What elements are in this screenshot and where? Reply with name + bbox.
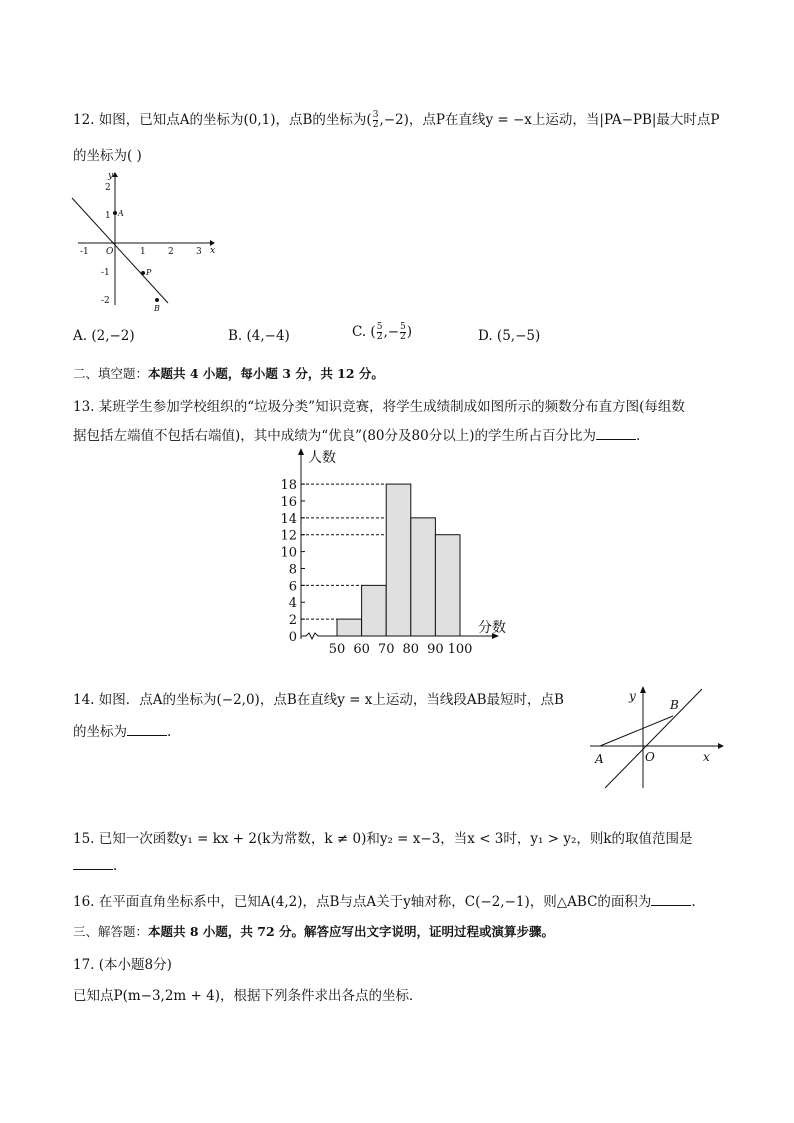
- section3-heading: [73, 922, 554, 940]
- q12-line2: 的坐标为( ): [73, 148, 142, 164]
- q12-option-c[interactable]: [352, 323, 412, 342]
- denominator: 2: [372, 120, 379, 130]
- y-label: y: [108, 171, 114, 181]
- x-tick-label: 100: [447, 642, 473, 657]
- x-tick-label: 80: [402, 642, 420, 657]
- bar-60-70: [362, 585, 387, 636]
- origin-label: O: [645, 750, 655, 764]
- b-label: B: [154, 304, 160, 313]
- answer-blank[interactable]: [127, 735, 167, 736]
- q13-line1: 13. 某班学生参加学校组织的“垃圾分类”知识竞赛，将学生成绩制成如图所示的频数分布直方图(每组数: [73, 399, 685, 415]
- q13-line2: [73, 424, 640, 444]
- q16-text: 16. 在平面直角坐标系中，已知A(4,2)，点B与点A关于y轴对称，C(−2,−1)，则△ABC的面积为: [73, 894, 652, 910]
- y-tick-label: 16: [280, 494, 297, 510]
- q13-text: 据包括左端值不包括右端值)，其中成绩为“优良”(80分及80分以上)的学生所占百分比为: [73, 428, 596, 444]
- y-tick-label: 14: [280, 511, 297, 527]
- point-a: [113, 211, 117, 215]
- answer-blank[interactable]: [596, 439, 636, 440]
- q15-line2: [73, 858, 117, 874]
- section-desc: 本题共 8 小题，共 72 分。解答应写出文字说明，证明过程或演算步骤。: [148, 924, 555, 939]
- x-tick: -1: [80, 247, 89, 257]
- y-tick-label: 12: [280, 528, 297, 544]
- q12-figure: [60, 165, 220, 315]
- bar-80-90: [411, 518, 436, 636]
- point-p: [141, 271, 145, 275]
- period: .: [113, 858, 118, 874]
- y-tick-label: 6: [288, 579, 297, 595]
- y-tick-label: 8: [288, 562, 297, 578]
- y-tick-label: 4: [288, 596, 297, 612]
- a-label: A: [118, 209, 124, 218]
- q14-figure: [585, 683, 725, 793]
- q12-text-b: ,−2)，点P在直线y = −x上运动，当|PA−PB|最大时点P: [379, 112, 720, 128]
- y-tick-label: 2: [288, 613, 297, 629]
- y-arrow-icon: [298, 448, 304, 455]
- y-tick: 1: [105, 211, 111, 221]
- y-tick: -1: [101, 268, 110, 278]
- answer-blank[interactable]: [73, 869, 113, 870]
- fraction: [400, 323, 406, 342]
- c-text: ): [406, 324, 413, 340]
- x-tick: 1: [140, 247, 146, 257]
- section2-heading: [73, 364, 384, 382]
- fraction: [373, 111, 379, 130]
- x-tick: 3: [196, 247, 202, 257]
- section-desc: 本题共 4 小题，每小题 3 分，共 12 分。: [148, 366, 384, 381]
- q17-heading: 17. (本小题8分): [73, 957, 172, 973]
- x-axis-label: 分数: [478, 620, 506, 636]
- section-title: 二、填空题：: [73, 366, 149, 381]
- b-label: B: [670, 698, 679, 712]
- q12-text-a: 12. 如图，已知点A的坐标为(0,1)，点B的坐标为(: [73, 112, 372, 128]
- period: .: [691, 894, 696, 910]
- period: .: [635, 428, 641, 444]
- x-arrow-icon: [718, 743, 724, 749]
- y-tick-label: 18: [280, 478, 297, 494]
- numerator: 5: [400, 322, 406, 332]
- c-text: C. (: [352, 324, 376, 340]
- q12-option-b[interactable]: B. (4,−4): [228, 328, 290, 344]
- y-tick: -2: [101, 296, 110, 306]
- denominator: 2: [400, 332, 406, 342]
- fraction: [377, 323, 383, 342]
- point-b: [155, 298, 159, 302]
- segment-ab: [600, 716, 673, 746]
- x-label: x: [703, 750, 710, 764]
- q12-line1: [73, 108, 720, 130]
- y-axis-label: 人数: [308, 450, 336, 466]
- q15-line1: 15. 已知一次函数y₁ = kx + 2(k为常数，k ≠ 0)和y₂ = x−3，当x < 3时，y₁ > y₂，则k的取值范围是: [73, 831, 693, 847]
- q14-line2: [73, 720, 171, 740]
- denominator: 2: [376, 332, 383, 342]
- bar-90-100: [435, 535, 460, 636]
- y-label: y: [629, 689, 636, 703]
- y-tick-label: 0: [288, 630, 297, 645]
- q14-line1: 14. 如图．点A的坐标为(−2,0)，点B在直线y = x上运动，当线段AB最短时，点B: [73, 692, 564, 708]
- y-tick: 2: [105, 183, 111, 193]
- numerator: 5: [376, 322, 383, 332]
- origin-label: O: [106, 247, 114, 257]
- x-tick-label: 70: [377, 642, 395, 657]
- a-label: A: [595, 752, 604, 766]
- histogram-chart: [260, 445, 520, 660]
- c-text: ,−: [383, 324, 400, 340]
- bar-50-60: [337, 619, 362, 636]
- q16-line1: [73, 890, 696, 910]
- q17-line1: 已知点P(m−3,2m + 4)，根据下列条件求出各点的坐标．: [73, 988, 423, 1004]
- answer-blank[interactable]: [651, 905, 691, 906]
- bar-70-80: [386, 484, 411, 636]
- numerator: 3: [372, 110, 379, 120]
- p-label: P: [146, 268, 152, 277]
- q12-option-d[interactable]: D. (5,−5): [478, 328, 541, 344]
- x-tick-label: 50: [328, 642, 346, 657]
- period: .: [167, 724, 172, 740]
- y-arrow-icon: [640, 686, 646, 693]
- q12-option-a[interactable]: A. (2,−2): [73, 328, 135, 344]
- x-tick: 2: [168, 247, 174, 257]
- section-title: 三、解答题：: [73, 924, 149, 939]
- y-tick-label: 10: [280, 545, 297, 561]
- x-label: x: [210, 246, 216, 256]
- q14-text: 的坐标为: [73, 724, 127, 740]
- x-tick-label: 90: [427, 642, 444, 657]
- x-tick-label: 60: [353, 642, 370, 657]
